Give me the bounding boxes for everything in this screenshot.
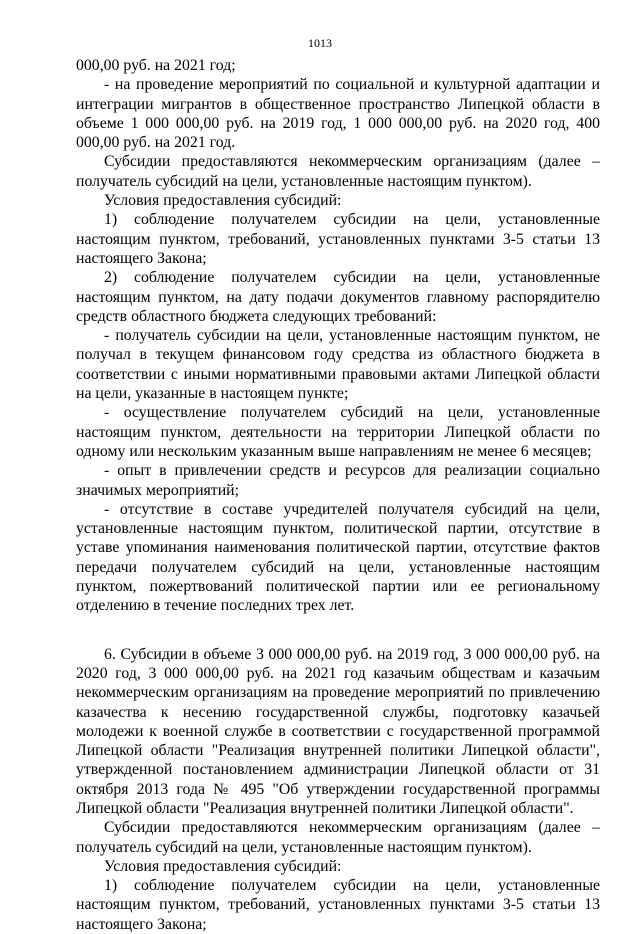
paragraph: - опыт в привлечении средств и ресурсов для реализации социально значимых мероприятий; <box>76 462 600 499</box>
paragraph: 1) соблюдение получателем субсидии на цели, установленные настоящим пунктом, требований, установленных пунктами 3-5 статьи 13 настоящего Закона; <box>76 877 600 933</box>
paragraph: Субсидии предоставляются некоммерческим организациям (далее – получатель субсидий на цели, установленные настоящим пунктом). <box>76 819 600 856</box>
paragraph: 6. Субсидии в объеме 3 000 000,00 руб. на 2019 год, 3 000 000,00 руб. на 2020 год, 3 000 000,00 руб. на 2021 год казачьим обществам и казачьим некоммерческим организациям на проведение мероприятий по привлечению казачества к несению государственной службы, подготовку казачьей молодежи к военной службе в соответствии с государственной программой Липецкой области "Реализация внутренней политики Липецкой области", утвержденной постановлением администрации Липецкой области от 31 октября 2013 года № 495 "Об утверждении государственной программы Липецкой области "Реализация внутренней политики Липецкой области". <box>76 645 600 817</box>
paragraph: - получатель субсидии на цели, установленные настоящим пунктом, не получал в текущем финансовом году средства из областного бюджета в соответствии с иными нормативными правовыми актами Липецкой области на цели, указанные в настоящем пункте; <box>76 327 600 403</box>
paragraph: - на проведение мероприятий по социальной и культурной адаптации и интеграции мигрантов в общественное пространство Липецкой области в объеме 1 000 000,00 руб. на 2019 год, 1 000 000,00 руб. на 2020 год, 400 000,00 руб. на 2021 год. <box>76 76 600 152</box>
paragraph: Субсидии предоставляются некоммерческим организациям (далее – получатель субсидий на цели, установленные настоящим пунктом). <box>76 153 600 190</box>
section-gap <box>76 616 600 645</box>
paragraph: 1) соблюдение получателем субсидии на цели, установленные настоящим пунктом, требований, установленных пунктами 3-5 статьи 13 настоящего Закона; <box>76 211 600 267</box>
paragraph: - осуществление получателем субсидий на цели, установленные настоящим пунктом, деятельности на территории Липецкой области по одному или нескольким указанным выше направлениям не менее 6 месяцев; <box>76 404 600 460</box>
document-body <box>76 56 600 934</box>
paragraph: 2) соблюдение получателем субсидии на цели, установленные настоящим пунктом, на дату подачи документов главному распорядителю средств областного бюджета следующих требований: <box>76 269 600 325</box>
paragraph: Условия предоставления субсидий: <box>104 857 342 875</box>
page-number: 1013 <box>308 36 332 50</box>
paragraph: Условия предоставления субсидий: <box>104 192 342 210</box>
paragraph: - отсутствие в составе учредителей получателя субсидий на цели, установленные настоящим пунктом, политической партии, отсутствие в уставе упоминания наименования политической партии, отсутствие фактов передачи получателем субсидий на цели, установленные настоящим пунктом, пожертвований политической партии или ее региональному отделению в течение последних трех лет. <box>76 500 600 615</box>
paragraph: 000,00 руб. на 2021 год; <box>76 57 236 74</box>
